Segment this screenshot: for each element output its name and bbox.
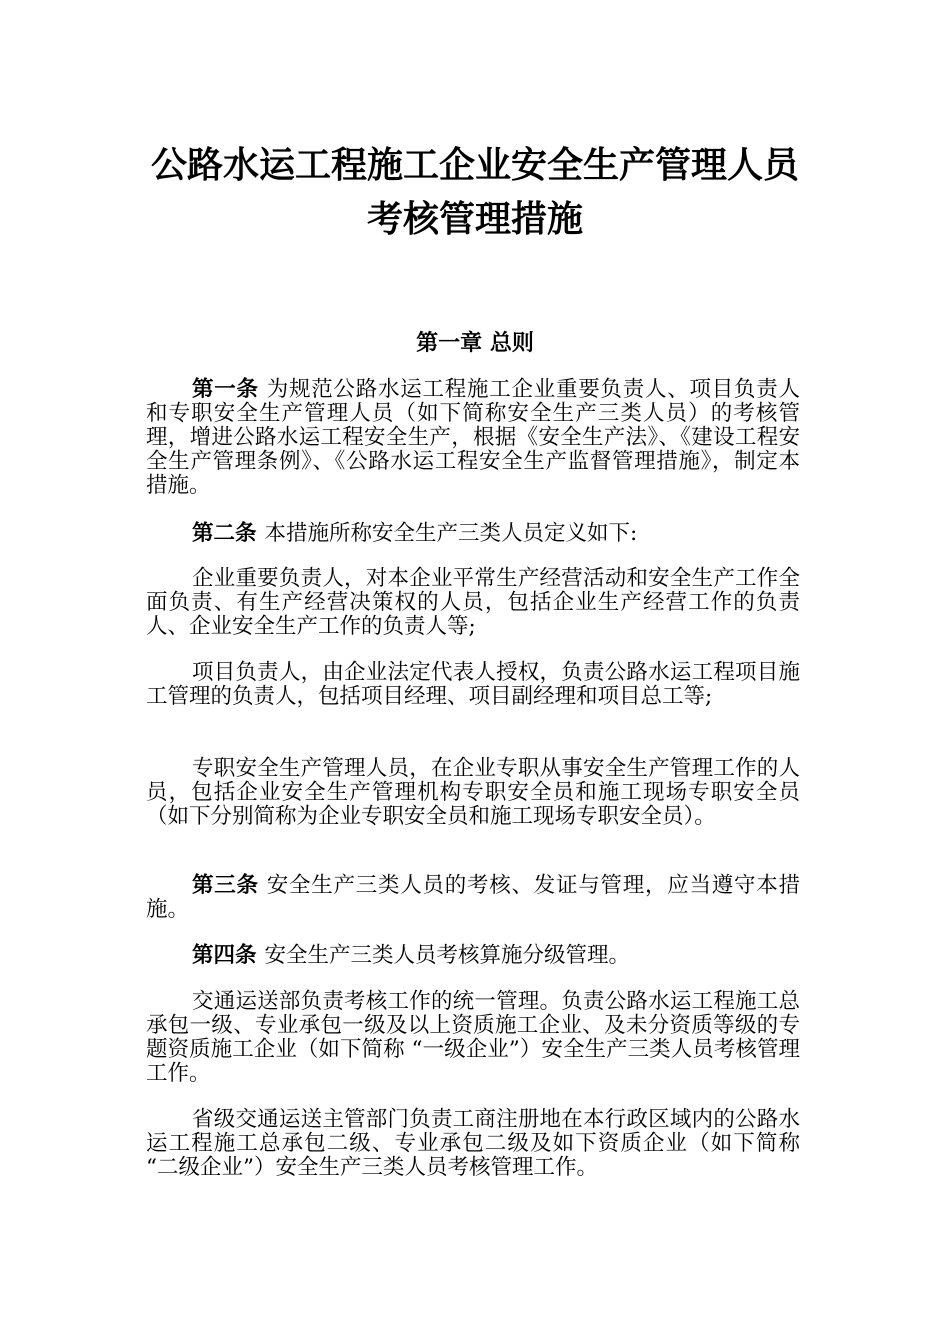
article-text: 安全生产三类人员考核算施分级管理。 — [264, 943, 631, 968]
document-title-line-1: 公路水运工程施工企业安全生产管理人员 — [150, 145, 799, 186]
article-label: 第三条 — [192, 873, 259, 898]
article-3-paragraph — [146, 874, 800, 922]
chapter-heading: 第一章 总则 — [416, 331, 534, 356]
body-paragraph: 项目负责人，由企业法定代表人授权，负责公路水运工程项目施工管理的负责人，包括项目经理、项目副经理和项目总工等; — [146, 660, 800, 709]
body-paragraph: 交通运送部负责考核工作的统一管理。负责公路水运工程施工总承包一级、专业承包一级及以上资质施工企业、及未分资质等级的专题资质施工企业（如下简称 “一级企业”）安全生产三类人员考核管理工作。 — [146, 989, 800, 1086]
body-paragraph: 企业重要负责人，对本企业平常生产经营活动和安全生产工作全面负责、有生产经营决策权的人员，包括企业生产经营工作的负责人、企业安全生产工作的负责人等; — [146, 566, 800, 639]
body-paragraph: 专职安全生产管理人员，在企业专职从事安全生产管理工作的人员，包括企业安全生产管理机构专职安全员和施工现场专职安全员（如下分别简称为企业专职安全员和施工现场专职安全员）。 — [146, 756, 800, 829]
article-text: 为规范公路水运工程施工企业重要负责人、项目负责人和专职安全生产管理人员（如下简称安全生产三类人员）的考核管理，增进公路水运工程安全生产，根据《安全生产法》、《建设工程安全生产管理条例》、《公路水运工程安全生产监督管理措施》，制定本措施。 — [146, 377, 800, 498]
article-2-paragraph — [146, 522, 800, 546]
body-paragraph: 省级交通运送主管部门负责工商注册地在本行政区域内的公路水运工程施工总承包二级、专业承包二级及如下资质企业（如下简称 “二级企业”）安全生产三类人员考核管理工作。 — [146, 1107, 800, 1180]
article-text: 安全生产三类人员的考核、发证与管理，应当遵守本措施。 — [146, 873, 800, 922]
article-text: 本措施所称安全生产三类人员定义如下: — [264, 521, 638, 546]
article-4-paragraph — [146, 944, 800, 968]
article-label: 第二条 — [192, 521, 257, 546]
article-label: 第一条 — [192, 377, 259, 402]
article-label: 第四条 — [192, 943, 257, 968]
document-title-line-2: 考核管理措施 — [366, 199, 583, 240]
article-1-paragraph — [146, 378, 800, 498]
